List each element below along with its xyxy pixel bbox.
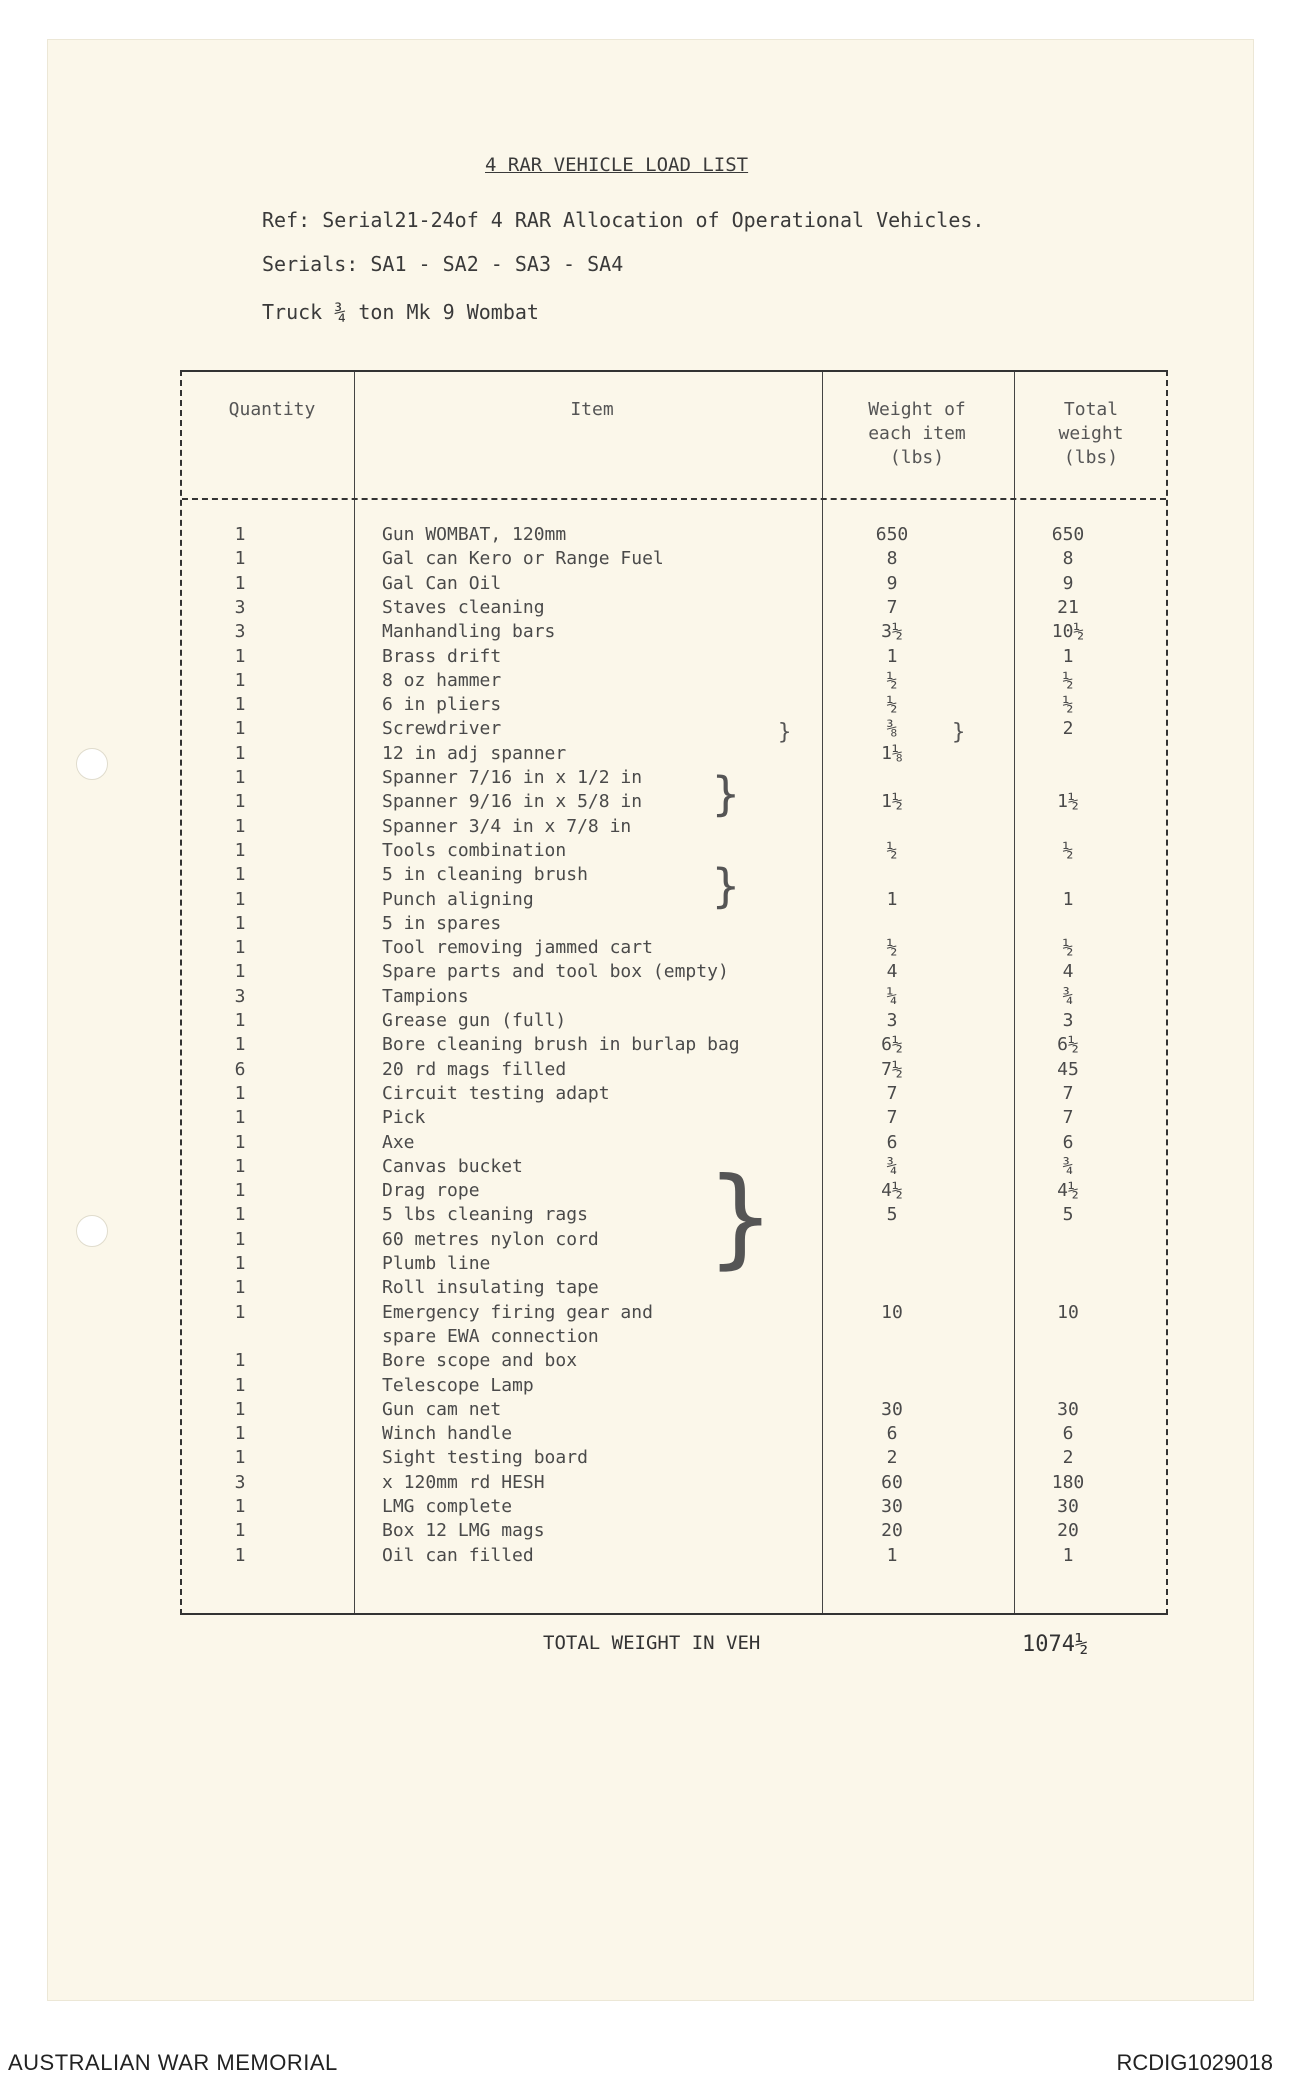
row-total-weight: 2 bbox=[1062, 718, 1074, 740]
row-total-weight: 8 bbox=[1062, 548, 1074, 570]
row-weight-each: 8 bbox=[886, 548, 898, 570]
row-quantity: 1 bbox=[234, 1034, 246, 1056]
table-row bbox=[182, 621, 1166, 645]
table-row bbox=[182, 1107, 1166, 1131]
row-weight-each: 3½ bbox=[881, 621, 903, 643]
row-weight-each: 20 bbox=[881, 1520, 903, 1542]
row-quantity: 1 bbox=[234, 1301, 246, 1323]
row-item: Brass drift bbox=[382, 645, 502, 667]
punch-hole-bottom bbox=[76, 1215, 108, 1247]
row-item: Spanner 3/4 in x 7/8 in bbox=[382, 815, 632, 837]
row-item: x 120mm rd HESH bbox=[382, 1471, 545, 1493]
row-weight-each: 650 bbox=[875, 524, 909, 545]
row-weight-each: ½ bbox=[886, 694, 898, 716]
row-total-weight: 180 bbox=[1051, 1471, 1085, 1493]
row-total-weight: 7 bbox=[1062, 1082, 1074, 1104]
row-item: 5 in spares bbox=[382, 912, 502, 934]
row-total-weight: ½ bbox=[1062, 937, 1074, 959]
row-quantity: 1 bbox=[234, 815, 246, 837]
table-row bbox=[182, 597, 1166, 621]
row-total-weight: 45 bbox=[1057, 1058, 1079, 1080]
row-item: 8 oz hammer bbox=[382, 669, 502, 691]
table-row bbox=[182, 573, 1166, 597]
row-weight-each: ¼ bbox=[886, 985, 898, 1007]
row-item: Roll insulating tape bbox=[382, 1277, 599, 1299]
row-total-weight: 30 bbox=[1057, 1398, 1079, 1420]
row-item: Sight testing board bbox=[382, 1447, 588, 1469]
table-row bbox=[182, 1496, 1166, 1520]
table-row bbox=[182, 913, 1166, 937]
footer-record-id: RCDIG1029018 bbox=[1116, 2050, 1273, 2075]
row-total-weight: 2 bbox=[1062, 1447, 1074, 1469]
table-row bbox=[182, 1010, 1166, 1034]
row-quantity: 1 bbox=[234, 888, 246, 910]
row-quantity: 1 bbox=[234, 937, 246, 959]
header-weight-each: Weight of each item (lbs) bbox=[868, 399, 966, 468]
row-item: Circuit testing adapt bbox=[382, 1082, 610, 1104]
table-row bbox=[182, 889, 1166, 913]
row-quantity: 1 bbox=[234, 767, 246, 788]
row-weight-each: ½ bbox=[886, 937, 898, 959]
row-total-weight: ½ bbox=[1062, 839, 1074, 861]
table-row bbox=[182, 718, 1166, 742]
row-quantity: 1 bbox=[234, 1253, 246, 1274]
row-item: Gal can Kero or Range Fuel bbox=[382, 548, 664, 570]
table-row bbox=[182, 1350, 1166, 1374]
header-item: Item bbox=[570, 399, 614, 420]
table-row bbox=[182, 767, 1166, 791]
table-row bbox=[182, 1302, 1166, 1326]
row-weight-each: 1 bbox=[886, 1544, 898, 1566]
header-divider bbox=[182, 498, 1166, 500]
row-quantity: 3 bbox=[234, 596, 246, 618]
row-quantity: 1 bbox=[234, 791, 246, 813]
row-item: Screwdriver bbox=[382, 718, 502, 740]
row-quantity: 1 bbox=[234, 1350, 246, 1372]
row-quantity: 1 bbox=[234, 1180, 246, 1202]
row-quantity: 1 bbox=[234, 742, 246, 764]
row-weight-each: ½ bbox=[886, 669, 898, 691]
row-weight-each: 1 bbox=[886, 645, 898, 667]
row-weight-each: 2 bbox=[886, 1447, 898, 1469]
row-quantity: 6 bbox=[234, 1058, 246, 1080]
row-quantity: 1 bbox=[234, 839, 246, 861]
table-row bbox=[182, 816, 1166, 840]
row-item: Canvas bucket bbox=[382, 1155, 523, 1177]
table-row bbox=[182, 1375, 1166, 1399]
row-total-weight: 1 bbox=[1062, 645, 1074, 667]
brace-group-cleaning: } bbox=[712, 859, 740, 913]
table-row bbox=[182, 1204, 1166, 1228]
row-total-weight: 30 bbox=[1057, 1496, 1079, 1517]
row-total-weight: 5 bbox=[1062, 1204, 1074, 1226]
row-item: Bore scope and box bbox=[382, 1350, 578, 1372]
row-item: Bore cleaning brush in burlap bag bbox=[382, 1034, 740, 1056]
row-weight-each: 6½ bbox=[881, 1034, 903, 1056]
table-row bbox=[182, 548, 1166, 572]
row-weight-each: 6 bbox=[886, 1423, 898, 1445]
row-item: 6 in pliers bbox=[382, 694, 502, 716]
table-row bbox=[182, 1083, 1166, 1107]
total-weight-label: TOTAL WEIGHT IN VEH bbox=[543, 1632, 761, 1654]
row-weight-each: 1½ bbox=[881, 791, 903, 813]
row-weight-each: 7 bbox=[886, 1107, 898, 1129]
row-weight-each: ⅜ bbox=[886, 718, 898, 740]
row-quantity: 3 bbox=[234, 1471, 246, 1493]
row-item: Pick bbox=[382, 1107, 426, 1129]
row-item: spare EWA connection bbox=[382, 1325, 599, 1347]
row-quantity: 1 bbox=[234, 1447, 246, 1469]
total-weight-value: 1074½ bbox=[1022, 1632, 1089, 1657]
table-row bbox=[182, 743, 1166, 767]
header-quantity: Quantity bbox=[228, 399, 316, 420]
table-row bbox=[182, 1156, 1166, 1180]
row-total-weight: 1 bbox=[1062, 1544, 1074, 1566]
table-row bbox=[182, 864, 1166, 888]
row-weight-each: ½ bbox=[886, 839, 898, 861]
row-quantity: 1 bbox=[234, 1374, 246, 1396]
row-item: Grease gun (full) bbox=[382, 1010, 567, 1031]
row-weight-each: 5 bbox=[886, 1204, 898, 1226]
row-total-weight: 1½ bbox=[1057, 791, 1079, 813]
table-row bbox=[182, 1399, 1166, 1423]
row-quantity: 1 bbox=[234, 1131, 246, 1153]
row-weight-each: 3 bbox=[886, 1010, 898, 1031]
row-item: Spare parts and tool box (empty) bbox=[382, 961, 729, 983]
row-total-weight: 9 bbox=[1062, 572, 1074, 594]
table-row bbox=[182, 1423, 1166, 1447]
row-quantity: 1 bbox=[234, 1496, 246, 1517]
row-quantity: 1 bbox=[234, 864, 246, 886]
row-total-weight: 4½ bbox=[1057, 1180, 1079, 1202]
row-total-weight: 650 bbox=[1051, 524, 1085, 545]
row-total-weight: 3 bbox=[1062, 1010, 1074, 1031]
row-item: Drag rope bbox=[382, 1180, 480, 1202]
row-quantity: 3 bbox=[234, 621, 246, 643]
row-total-weight: 6½ bbox=[1057, 1034, 1079, 1056]
row-item: Gun WOMBAT, 120mm bbox=[382, 524, 567, 545]
row-total-weight: ½ bbox=[1062, 694, 1074, 716]
row-quantity: 1 bbox=[234, 645, 246, 667]
row-quantity: 1 bbox=[234, 1082, 246, 1104]
row-item: Tools combination bbox=[382, 839, 567, 861]
table-row bbox=[182, 1229, 1166, 1253]
brace-group-spanners: } bbox=[712, 767, 740, 821]
row-total-weight: 4 bbox=[1062, 961, 1074, 983]
row-weight-each: 7 bbox=[886, 1082, 898, 1104]
table-row bbox=[182, 986, 1166, 1010]
row-total-weight: 10 bbox=[1057, 1301, 1079, 1323]
row-quantity: 1 bbox=[234, 1228, 246, 1250]
row-item: Spanner 7/16 in x 1/2 in bbox=[382, 767, 643, 788]
table-row bbox=[182, 694, 1166, 718]
row-total-weight: 7 bbox=[1062, 1107, 1074, 1129]
row-total-weight: 6 bbox=[1062, 1423, 1074, 1445]
row-quantity: 1 bbox=[234, 1423, 246, 1445]
row-total-weight: ½ bbox=[1062, 669, 1074, 691]
row-total-weight: ¾ bbox=[1062, 1155, 1074, 1177]
row-quantity: 1 bbox=[234, 1107, 246, 1129]
vehicle-line: Truck ¾ ton Mk 9 Wombat bbox=[262, 300, 539, 324]
row-item: 5 in cleaning brush bbox=[382, 864, 588, 886]
row-total-weight: 6 bbox=[1062, 1131, 1074, 1153]
row-quantity: 1 bbox=[234, 1010, 246, 1031]
row-weight-each: 1⅛ bbox=[881, 742, 903, 764]
table-row bbox=[182, 1326, 1166, 1350]
table-row bbox=[182, 1447, 1166, 1471]
row-weight-each: 7½ bbox=[881, 1058, 903, 1080]
row-item: Gal Can Oil bbox=[382, 572, 502, 594]
table-row bbox=[182, 1180, 1166, 1204]
row-item: 60 metres nylon cord bbox=[382, 1228, 599, 1250]
row-weight-each: 30 bbox=[881, 1398, 903, 1420]
row-item: Telescope Lamp bbox=[382, 1374, 534, 1396]
row-quantity: 1 bbox=[234, 1520, 246, 1542]
row-weight-each: 9 bbox=[886, 572, 898, 594]
row-item: 5 lbs cleaning rags bbox=[382, 1204, 588, 1226]
row-weight-each: 4½ bbox=[881, 1180, 903, 1202]
row-item: Tool removing jammed cart bbox=[382, 937, 653, 959]
row-item: Punch aligning bbox=[382, 888, 534, 910]
row-quantity: 1 bbox=[234, 1277, 246, 1299]
table-row bbox=[182, 670, 1166, 694]
row-weight-each: ¾ bbox=[886, 1155, 898, 1177]
row-total-weight: 21 bbox=[1057, 596, 1079, 618]
table-row bbox=[182, 646, 1166, 670]
row-total-weight: 1 bbox=[1062, 888, 1074, 910]
row-quantity: 1 bbox=[234, 1204, 246, 1226]
row-weight-each: 60 bbox=[881, 1471, 903, 1493]
load-list-table bbox=[180, 370, 1168, 1615]
row-quantity: 1 bbox=[234, 718, 246, 740]
row-quantity: 1 bbox=[234, 694, 246, 716]
brace-group-tools-1: } bbox=[778, 720, 792, 745]
row-quantity: 1 bbox=[234, 912, 246, 934]
row-item: Gun cam net bbox=[382, 1398, 502, 1420]
table-row bbox=[182, 524, 1166, 548]
row-quantity: 1 bbox=[234, 1155, 246, 1177]
row-quantity: 1 bbox=[234, 548, 246, 570]
row-item: Plumb line bbox=[382, 1253, 491, 1274]
row-total-weight: 20 bbox=[1057, 1520, 1079, 1542]
row-weight-each: 10 bbox=[881, 1301, 903, 1323]
row-quantity: 1 bbox=[234, 572, 246, 594]
row-quantity: 1 bbox=[234, 1398, 246, 1420]
punch-hole-top bbox=[76, 748, 108, 780]
row-item: Tampions bbox=[382, 985, 469, 1007]
table-row bbox=[182, 1034, 1166, 1058]
serials-line: Serials: SA1 - SA2 - SA3 - SA4 bbox=[262, 252, 624, 276]
row-item: Axe bbox=[382, 1131, 415, 1153]
table-row bbox=[182, 961, 1166, 985]
row-quantity: 1 bbox=[234, 669, 246, 691]
row-quantity: 3 bbox=[234, 985, 246, 1007]
row-total-weight: ¾ bbox=[1062, 985, 1074, 1007]
row-item: LMG complete bbox=[382, 1496, 513, 1517]
row-item: Emergency firing gear and bbox=[382, 1301, 653, 1323]
row-weight-each: 4 bbox=[886, 961, 898, 983]
row-weight-each: 30 bbox=[881, 1496, 903, 1517]
footer-institution: AUSTRALIAN WAR MEMORIAL bbox=[8, 2050, 338, 2075]
row-quantity: 1 bbox=[234, 524, 246, 545]
row-quantity: 1 bbox=[234, 1544, 246, 1566]
row-item: Box 12 LMG mags bbox=[382, 1520, 545, 1542]
table-row bbox=[182, 1253, 1166, 1277]
brace-group-weights: } bbox=[952, 720, 966, 745]
table-row bbox=[182, 1545, 1166, 1569]
row-quantity: 1 bbox=[234, 961, 246, 983]
row-item: Spanner 9/16 in x 5/8 in bbox=[382, 791, 643, 813]
row-weight-each: 1 bbox=[886, 888, 898, 910]
brace-group-misc: } bbox=[708, 1155, 774, 1280]
document-title: 4 RAR VEHICLE LOAD LIST bbox=[485, 154, 749, 176]
row-item: Manhandling bars bbox=[382, 621, 556, 643]
table-row bbox=[182, 937, 1166, 961]
row-item: Winch handle bbox=[382, 1423, 513, 1445]
table-row bbox=[182, 1059, 1166, 1083]
row-total-weight: 10½ bbox=[1051, 621, 1085, 643]
row-item: Oil can filled bbox=[382, 1544, 534, 1566]
table-row bbox=[182, 1132, 1166, 1156]
row-weight-each: 6 bbox=[886, 1131, 898, 1153]
table-row bbox=[182, 1520, 1166, 1544]
table-row bbox=[182, 791, 1166, 815]
row-item: 12 in adj spanner bbox=[382, 742, 567, 764]
reference-line: Ref: Serial21-24of 4 RAR Allocation of Operational Vehicles. bbox=[262, 208, 985, 232]
header-total-weight: Total weight (lbs) bbox=[1058, 399, 1124, 468]
table-row bbox=[182, 1277, 1166, 1301]
row-item: 20 rd mags filled bbox=[382, 1058, 567, 1080]
table-row bbox=[182, 1472, 1166, 1496]
row-item: Staves cleaning bbox=[382, 596, 545, 618]
row-weight-each: 7 bbox=[886, 596, 898, 618]
table-row bbox=[182, 840, 1166, 864]
